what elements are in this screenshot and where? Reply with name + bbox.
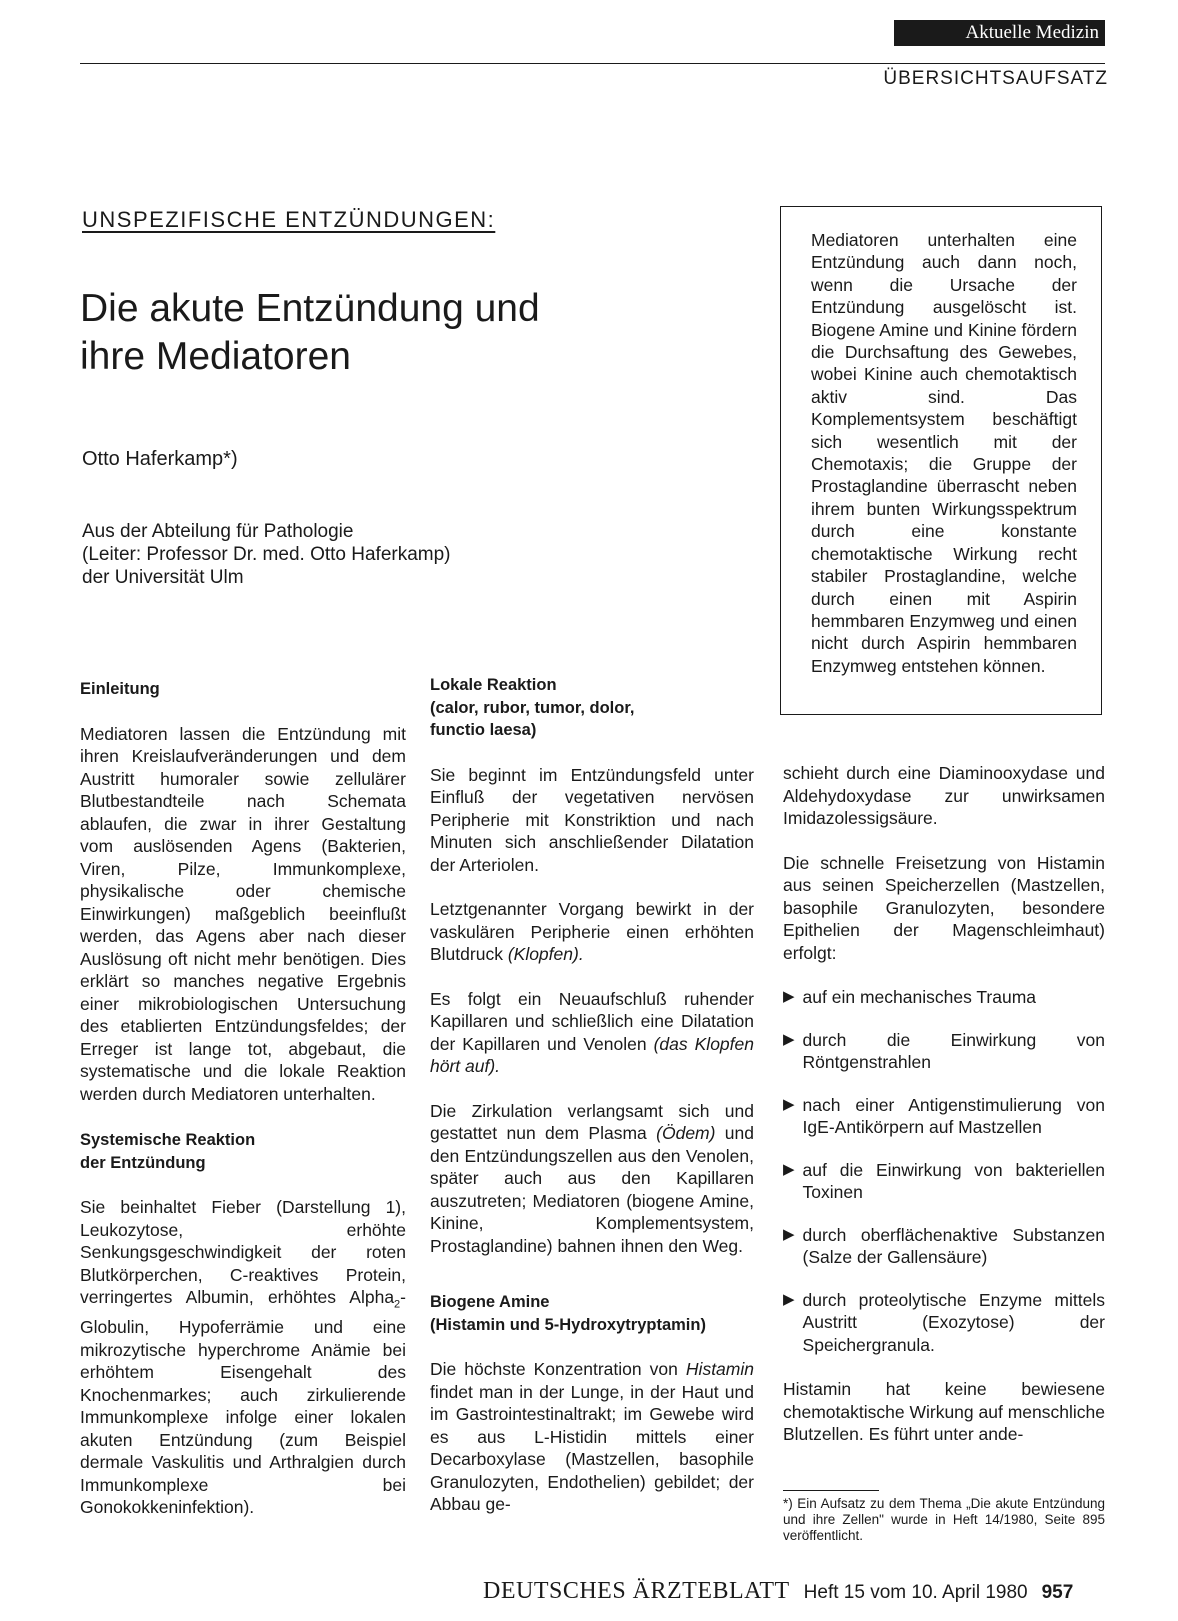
paragraph [430, 898, 754, 966]
list-item-text: nach einer Antigenstimulierung von IgE-Antikörpern auf Mastzellen [802, 1094, 1105, 1137]
title-line-1: Die akute Entzündung und [80, 287, 540, 330]
heading-lokale-reaktion [430, 674, 754, 742]
heading-line: (calor, rubor, tumor, dolor, [430, 698, 635, 717]
title-line-2: ihre Mediatoren [80, 335, 351, 378]
affiliation [82, 520, 542, 589]
list-item-text: auf ein mechanisches Trauma [802, 987, 1037, 1007]
text-run: Die höchste Konzentration von [430, 1359, 686, 1379]
journal-name: DEUTSCHES ÄRZTEBLATT [483, 1578, 790, 1604]
column-3 [783, 762, 1105, 1446]
paragraph: schieht durch eine Diaminooxydase und Aldehydoxydase zur unwirksamen Imidazolessigsäure. [783, 763, 1105, 828]
page-footer [483, 1578, 1073, 1605]
column-2 [430, 674, 754, 1516]
issue-info: Heft 15 vom 10. April 1980 [803, 1582, 1028, 1603]
category-label: ÜBERSICHTSAUFSATZ [883, 68, 1108, 89]
triangle-bullet-icon: ▶ [783, 1030, 795, 1048]
text-emphasis: Histamin [685, 1359, 754, 1379]
paragraph [80, 1196, 406, 1519]
list-item-text: durch proteolytische Enzyme mittels Austritt (Exozytose) der Speichergranula. [802, 1289, 1105, 1355]
summary-box: Mediatoren unterhalten eine Entzündung auch dann noch, wenn die Ursache der Entzündung ausgelöscht ist. Biogene Amine und Kinine fördern die Durchsaftung des Gewebes, wobei Kinine auch chemotaktisch aktiv sind. Das Komplementsystem beschäftigt sich wesentlich mit der Chemotaxis; die Gruppe der Prostaglandine überrascht neben ihrem bunten Wirkungsspektrum durch eine konstante chemotaktische Wirkung recht stabiler Prostaglandine, welche durch einen mit Aspirin hemmbaren Enzymweg und einen nicht durch Aspirin hemmbaren Enzymweg entstehen können. [780, 206, 1102, 715]
paragraph [430, 1100, 754, 1258]
affiliation-line: Aus der Abteilung für Pathologie [82, 521, 354, 542]
paragraph: Sie beginnt im Entzündungsfeld unter Einfluß der vegetativen nervösen Peripherie mit Konstriktion und nach Minuten sich anschließender Dilatation der Arteriolen. [430, 764, 754, 875]
list-item [783, 1094, 1105, 1139]
heading-line: functio laesa) [430, 721, 537, 739]
list-item [783, 1289, 1105, 1357]
text-run: -Globulin, Hypoferrämie und eine mikrozytische hyperchrome Anämie bei erhöhtem Eisengehalt des Knochenmarkes; auch zirkulierende Immunkomplexe infolge einer lokalen akuten Entzündung (zum Beispiel dermale Vaskulitis und Arthralgien durch Immunkomplexe bei Gonokokkeninfektion). [80, 1287, 406, 1517]
text-run: Sie beinhaltet Fieber (Darstellung 1), Leukozytose, erhöhte Senkungsgeschwindigkeit der roten Blutkörperchen, C-reaktives Protein, verringertes Albumin, erhöhtes Alpha [80, 1197, 406, 1307]
list-item [783, 1224, 1105, 1269]
text-emphasis: (Ödem) [656, 1123, 716, 1143]
text-run: Letztgenannter Vorgang bewirkt in der vaskulären Peripherie einen erhöhten Blutdruck [430, 899, 754, 964]
article-title [80, 285, 640, 381]
page-number: 957 [1041, 1582, 1074, 1603]
text-emphasis: (das Klopfen hört auf). [430, 1033, 754, 1076]
column-1 [80, 678, 406, 1519]
triangle-bullet-icon: ▶ [783, 988, 795, 1005]
author-name: Otto Haferkamp*) [82, 448, 238, 470]
text-run: Es folgt ein Neuaufschluß ruhender Kapillaren und schließlich eine Dilatation der Kapillaren und Venolen [430, 988, 754, 1054]
paragraph [430, 988, 754, 1078]
paragraph: Die schnelle Freisetzung von Histamin aus seinen Speicherzellen (Mastzellen, basophile Granulozyten, besondere Epithelien der Magenschleimhaut) erfolgt: [783, 852, 1105, 963]
subscript: 2 [394, 1298, 401, 1311]
heading-biogene-amine [430, 1291, 754, 1336]
list-item [783, 1029, 1105, 1074]
list-item [783, 1159, 1105, 1204]
paragraph: Mediatoren lassen die Entzündung mit ihren Kreislaufveränderungen und dem Austritt humoraler sowie zellulärer Blutbestandteile nach Schemata ablaufen, die zwar in ihrer Gestaltung vom auslösenden Agens (Bakterien, Viren, Pilze, Immunkomplexe, physikalische oder chemische Einwirkungen) maßgeblich beeinflußt werden, das Agens aber nach dieser Auslösung oft nicht mehr benötigen. Dies erklärt so manches negative Ergebnis einer mikrobiologischen Untersuchung des etablierten Entzündungsfeldes; der Erreger ist lange tot, abgebaut, die systematische und die lokale Reaktion werden durch Mediatoren unterhalten. [80, 723, 406, 1104]
list-item-text: auf die Einwirkung von bakteriellen Toxinen [802, 1159, 1105, 1202]
triangle-bullet-icon: ▶ [783, 1095, 795, 1113]
paragraph: Histamin hat keine bewiesene chemotaktische Wirkung auf menschliche Blutzellen. Es führt unter ande- [783, 1379, 1105, 1444]
section-label: Aktuelle Medizin [894, 20, 1105, 46]
text-run: Die Zirkulation verlangsamt sich und gestattet nun dem Plasma [430, 1100, 754, 1143]
header-rule [80, 63, 1105, 64]
triangle-bullet-icon: ▶ [783, 1160, 795, 1178]
footnote: *) Ein Aufsatz zu dem Thema „Die akute Entzündung und ihre Zellen" wurde in Heft 14/1980, Seite 895 veröffentlicht. [783, 1496, 1105, 1543]
affiliation-line: der Universität Ulm [82, 567, 244, 588]
text-emphasis: (Klopfen). [507, 944, 584, 964]
text-run: findet man in der Lunge, in der Haut und im Gastrointestinaltrakt; im Gewebe wird es aus L-Histidin mittels einer Decarboxylase (Mastzellen, basophile Granulozyten, Endothelien) gebildet; der Abbau ge- [430, 1381, 754, 1514]
article-kicker: UNSPEZIFISCHE ENTZÜNDUNGEN: [82, 207, 496, 232]
heading-systemische-reaktion [80, 1129, 406, 1174]
triangle-bullet-icon: ▶ [783, 1290, 795, 1308]
paragraph [430, 1358, 754, 1516]
heading-line: Biogene Amine [430, 1293, 550, 1311]
footnote-rule [783, 1490, 879, 1491]
list-item-text: durch die Einwirkung von Röntgenstrahlen [802, 1029, 1105, 1072]
list-item [783, 986, 1105, 1009]
heading-line: (Histamin und 5-Hydroxytryptamin) [430, 1315, 706, 1334]
text-run: und den Entzündungszellen aus den Venolen, später auch aus den Kapillaren auszutreten; Mediatoren (biogene Amine, Kinine, Komplementsystem, Prostaglandine) bahnen ihnen den Weg. [430, 1123, 755, 1256]
triangle-bullet-icon: ▶ [783, 1225, 795, 1243]
list-item-text: durch oberflächenaktive Substanzen (Salze der Gallensäure) [802, 1224, 1105, 1267]
heading-line: der Entzündung [80, 1153, 206, 1172]
affiliation-line: (Leiter: Professor Dr. med. Otto Haferkamp) [82, 544, 451, 565]
heading-einleitung: Einleitung [80, 680, 160, 698]
heading-line: Systemische Reaktion [80, 1131, 256, 1149]
heading-line: Lokale Reaktion [430, 676, 557, 694]
